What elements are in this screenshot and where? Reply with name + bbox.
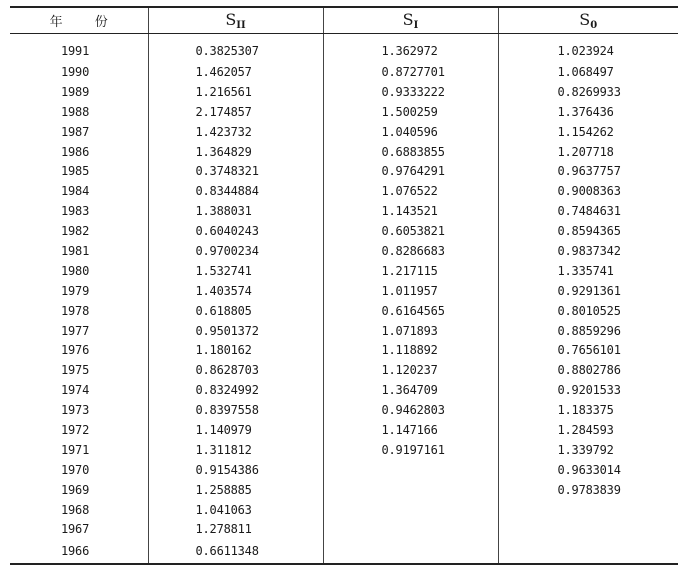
- table-row: [10, 34, 678, 63]
- cell-s2: 0.9501372: [148, 321, 323, 341]
- cell-year: 1987: [61, 124, 90, 139]
- cell-year: 1971: [61, 442, 90, 457]
- cell-s0: 1.023924: [498, 34, 678, 63]
- cell-s1: 1.500259: [323, 102, 498, 122]
- table-row: [10, 321, 678, 341]
- cell-year: 1978: [61, 303, 90, 318]
- cell-s2: 0.9154386: [148, 460, 323, 480]
- cell-year: 1990: [61, 64, 90, 79]
- seasonal-index-table: [10, 6, 678, 565]
- header-s1-sub: I: [413, 20, 419, 31]
- cell-s0: 0.9837342: [498, 241, 678, 261]
- table-row: [10, 62, 678, 82]
- table-row: [10, 420, 678, 440]
- cell-s1: 0.8727701: [323, 62, 498, 82]
- cell-s0: 1.207718: [498, 142, 678, 162]
- data-table-page: [10, 6, 678, 565]
- header-year: 年 份: [10, 7, 148, 34]
- cell-year: 1972: [61, 422, 90, 437]
- cell-year: 1981: [61, 243, 90, 258]
- cell-s1: 1.071893: [323, 321, 498, 341]
- cell-s2: 1.140979: [148, 420, 323, 440]
- cell-year: 1973: [61, 403, 90, 418]
- table-row: [10, 460, 678, 480]
- cell-s0: 0.9008363: [498, 181, 678, 201]
- table-row: [10, 122, 678, 142]
- cell-s2: 0.8324992: [148, 380, 323, 400]
- cell-s1: 1.011957: [323, 281, 498, 301]
- table-row: [10, 261, 678, 281]
- cell-s1: 1.147166: [323, 420, 498, 440]
- table-row: [10, 400, 678, 420]
- cell-s1: 0.9764291: [323, 161, 498, 181]
- table-row: [10, 82, 678, 102]
- cell-year: 1977: [61, 323, 90, 338]
- cell-year: 1966: [10, 539, 148, 564]
- cell-year: 1991: [61, 44, 90, 58]
- header-s2-sub: II: [236, 20, 246, 31]
- cell-s2: 1.041063: [148, 500, 323, 520]
- cell-s0: [498, 519, 678, 539]
- cell-s2: 0.6611348: [148, 539, 323, 564]
- cell-s1: 0.6053821: [323, 221, 498, 241]
- cell-s2: 1.423732: [148, 122, 323, 142]
- table-header-row: [10, 7, 678, 34]
- cell-s2: 0.8628703: [148, 360, 323, 380]
- table-row: [10, 380, 678, 400]
- cell-s2: 1.258885: [148, 480, 323, 500]
- cell-s0: 0.8010525: [498, 301, 678, 321]
- cell-s1: [323, 460, 498, 480]
- cell-s1: 1.217115: [323, 261, 498, 281]
- cell-s0: 0.8802786: [498, 360, 678, 380]
- cell-year: 1983: [61, 204, 90, 219]
- cell-s0: 0.9201533: [498, 380, 678, 400]
- cell-s2: 1.388031: [148, 201, 323, 221]
- cell-s0: 0.9783839: [498, 480, 678, 500]
- cell-s0: 1.284593: [498, 420, 678, 440]
- header-s2: [148, 7, 323, 34]
- cell-s1: 0.9333222: [323, 82, 498, 102]
- cell-s2: 0.3748321: [148, 161, 323, 181]
- table-row: [10, 340, 678, 360]
- cell-s0: 1.339792: [498, 440, 678, 460]
- table-row: [10, 142, 678, 162]
- cell-s0: 1.154262: [498, 122, 678, 142]
- header-s1-main: S: [402, 10, 414, 29]
- cell-year: 1970: [61, 462, 90, 477]
- header-s0: [498, 7, 678, 34]
- cell-year: 1968: [61, 502, 90, 517]
- cell-year: 1984: [61, 184, 90, 199]
- cell-s1: 1.076522: [323, 181, 498, 201]
- cell-year: 1982: [61, 224, 90, 239]
- cell-s0: 0.7484631: [498, 201, 678, 221]
- header-s2-main: S: [225, 10, 237, 29]
- cell-year: 1989: [61, 84, 90, 99]
- cell-s1: 0.9462803: [323, 400, 498, 420]
- cell-s0: 0.9291361: [498, 281, 678, 301]
- cell-s0: 0.9633014: [498, 460, 678, 480]
- cell-s1: 0.6883855: [323, 142, 498, 162]
- cell-year: 1969: [61, 482, 90, 497]
- cell-s2: 0.618805: [148, 301, 323, 321]
- cell-s1: [323, 480, 498, 500]
- cell-s2: 1.462057: [148, 62, 323, 82]
- cell-year: 1985: [61, 164, 90, 179]
- cell-s2: 2.174857: [148, 102, 323, 122]
- cell-s2: 1.364829: [148, 142, 323, 162]
- cell-s1: 1.364709: [323, 380, 498, 400]
- table-row: [10, 519, 678, 539]
- cell-s1: 1.120237: [323, 360, 498, 380]
- table-row: [10, 301, 678, 321]
- header-s0-main: S: [579, 10, 591, 29]
- cell-year: 1967: [61, 522, 90, 537]
- cell-year: 1986: [61, 144, 90, 159]
- table-body: [10, 34, 678, 565]
- header-s0-sub: 0: [590, 20, 598, 31]
- cell-s2: 1.532741: [148, 261, 323, 281]
- table-row: [10, 161, 678, 181]
- cell-s1: 0.9197161: [323, 440, 498, 460]
- cell-s2: 1.278811: [148, 519, 323, 539]
- cell-s1: 0.8286683: [323, 241, 498, 261]
- cell-s2: 0.9700234: [148, 241, 323, 261]
- cell-year: 1974: [61, 383, 90, 398]
- cell-s2: 1.216561: [148, 82, 323, 102]
- header-s1: [323, 7, 498, 34]
- cell-s2: 0.8397558: [148, 400, 323, 420]
- table-row: [10, 500, 678, 520]
- cell-s1: 1.362972: [323, 34, 498, 63]
- cell-s0: [498, 500, 678, 520]
- cell-s2: 1.403574: [148, 281, 323, 301]
- cell-year: 1980: [61, 263, 90, 278]
- table-row: [10, 102, 678, 122]
- table-row: [10, 281, 678, 301]
- table-row: [10, 201, 678, 221]
- cell-year: 1976: [61, 343, 90, 358]
- cell-s0: 0.8269933: [498, 82, 678, 102]
- cell-year: 1975: [61, 363, 90, 378]
- cell-s0: 0.7656101: [498, 340, 678, 360]
- table-row: [10, 360, 678, 380]
- cell-s0: 1.183375: [498, 400, 678, 420]
- cell-s0: 0.9637757: [498, 161, 678, 181]
- cell-s1: [323, 500, 498, 520]
- cell-s1: 1.040596: [323, 122, 498, 142]
- cell-s0: 0.8594365: [498, 221, 678, 241]
- cell-s2: 1.311812: [148, 440, 323, 460]
- cell-s2: 0.6040243: [148, 221, 323, 241]
- cell-s0: 1.335741: [498, 261, 678, 281]
- table-row: [10, 181, 678, 201]
- cell-year: 1988: [61, 104, 90, 119]
- cell-s0: 1.376436: [498, 102, 678, 122]
- cell-s1: 1.143521: [323, 201, 498, 221]
- cell-s0: 0.8859296: [498, 321, 678, 341]
- table-row: [10, 440, 678, 460]
- cell-s2: 0.3825307: [148, 34, 323, 63]
- table-row: [10, 221, 678, 241]
- cell-s1: 1.118892: [323, 340, 498, 360]
- table-row: [10, 480, 678, 500]
- cell-s0: 1.068497: [498, 62, 678, 82]
- cell-s1: [323, 519, 498, 539]
- cell-s1: 0.6164565: [323, 301, 498, 321]
- cell-year: 1979: [61, 283, 90, 298]
- table-row: [10, 241, 678, 261]
- cell-s2: 1.180162: [148, 340, 323, 360]
- cell-s2: 0.8344884: [148, 181, 323, 201]
